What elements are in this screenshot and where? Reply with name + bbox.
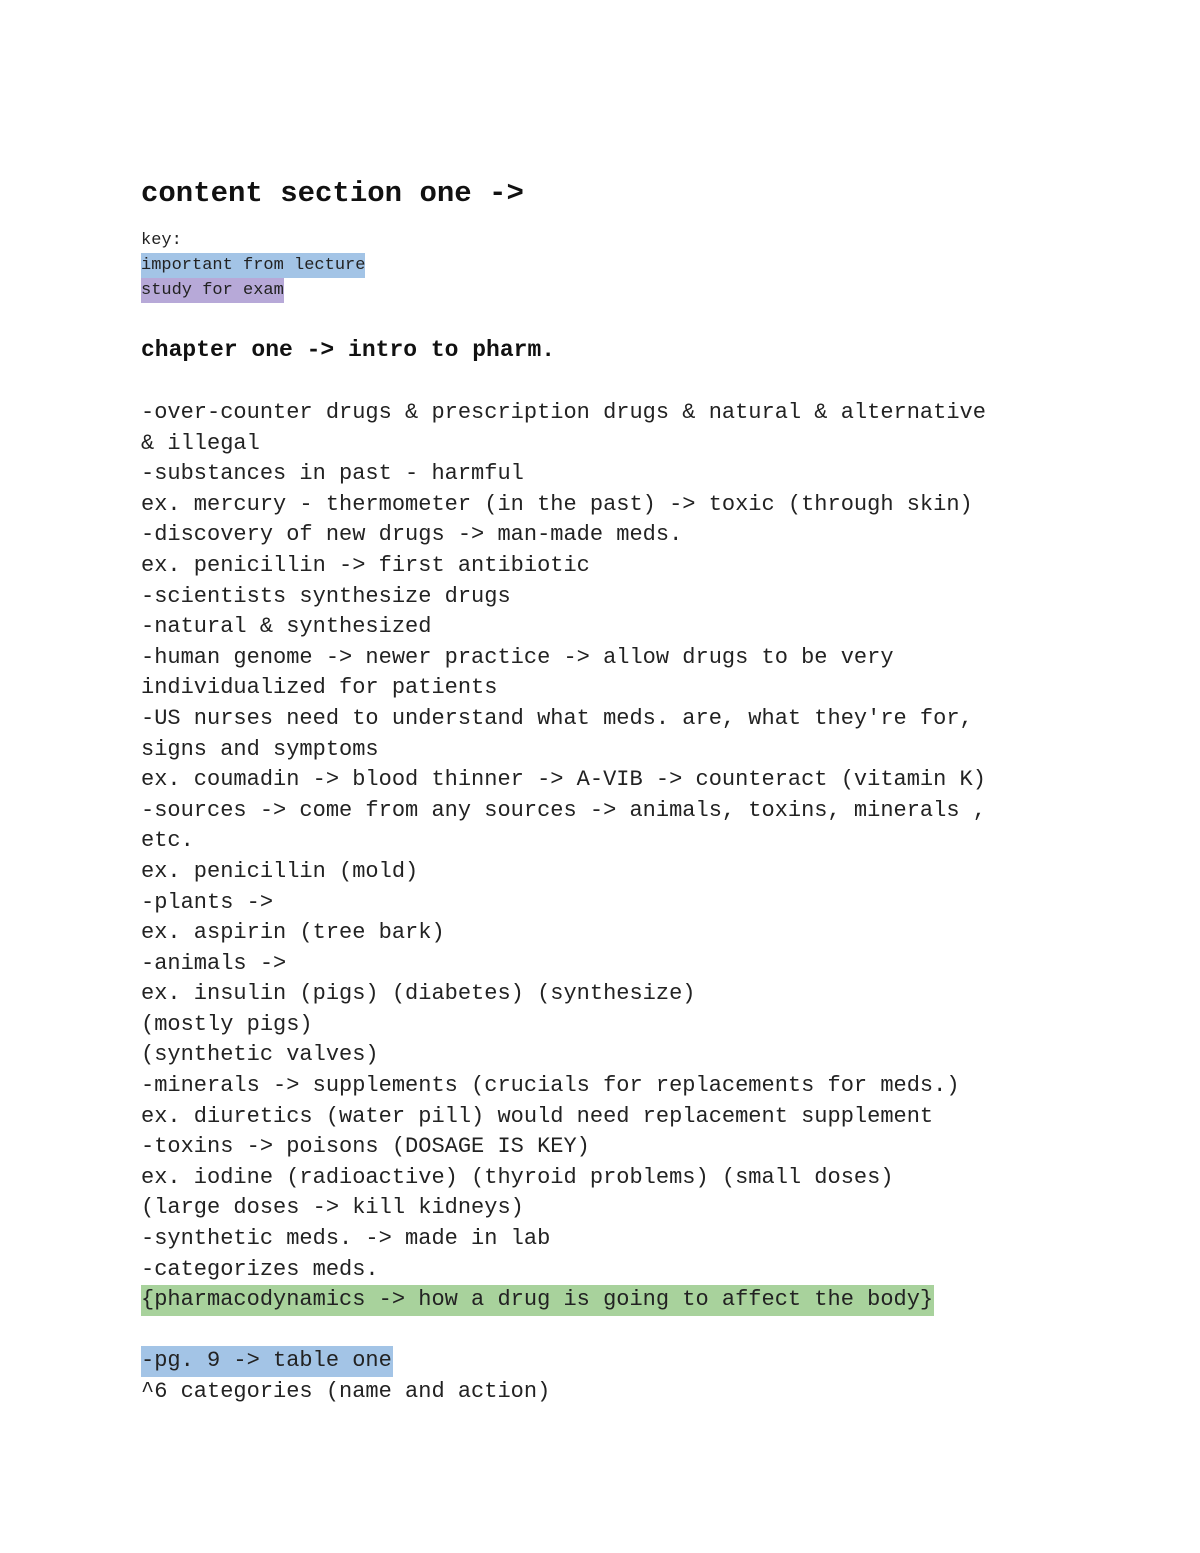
note-line: ex. diuretics (water pill) would need replacement supplement	[141, 1103, 934, 1129]
note-line: ex. aspirin (tree bark)	[141, 920, 445, 946]
note-line: -plants ->	[141, 889, 274, 915]
page-title: content section one ->	[141, 177, 524, 210]
note-line: ^6 categories (name and action)	[141, 1379, 551, 1404]
note-line: ex. iodine (radioactive) (thyroid problems) (small doses)	[141, 1164, 894, 1190]
note-line: signs and symptoms	[141, 736, 379, 762]
note-line: individualized for patients	[141, 675, 498, 701]
highlight-key	[141, 228, 365, 303]
note-line: (synthetic valves)	[141, 1042, 379, 1068]
note-line: -discovery of new drugs -> man-made meds.	[141, 522, 683, 548]
note-line: -over-counter drugs & prescription drugs & natural & alternative	[141, 400, 986, 425]
note-line: -scientists synthesize drugs	[141, 583, 511, 609]
note-line: -categorizes meds.	[141, 1256, 379, 1282]
note-line: ex. coumadin -> blood thinner -> A-VIB -> counteract (vitamin K)	[141, 767, 986, 793]
note-line: & illegal	[141, 430, 260, 456]
note-line: (large doses -> kill kidneys)	[141, 1195, 524, 1221]
note-line-highlighted-blue: -pg. 9 -> table one	[141, 1346, 987, 1377]
note-line: -human genome -> newer practice -> allow drugs to be very	[141, 644, 894, 670]
note-line: -sources -> come from any sources -> animals, toxins, minerals ,	[141, 797, 986, 823]
note-line: ex. insulin (pigs) (diabetes) (synthesize)	[141, 981, 696, 1007]
note-line: -animals ->	[141, 950, 287, 976]
note-line: etc.	[141, 828, 194, 854]
notes-body	[141, 398, 987, 1408]
key-item-important-from-lecture: important from lecture	[141, 253, 365, 278]
note-line: ex. penicillin (mold)	[141, 858, 419, 884]
note-line: ex. penicillin -> first antibiotic	[141, 552, 590, 578]
note-line-blank	[141, 1316, 987, 1347]
key-item-study-for-exam: study for exam	[141, 278, 284, 303]
note-line: -toxins -> poisons (DOSAGE IS KEY)	[141, 1134, 590, 1160]
note-line: -natural & synthesized	[141, 614, 432, 640]
note-line: (mostly pigs)	[141, 1011, 313, 1037]
note-line: ex. mercury - thermometer (in the past) -> toxic (through skin)	[141, 491, 973, 517]
chapter-heading: chapter one -> intro to pharm.	[141, 337, 556, 363]
note-line: -synthetic meds. -> made in lab	[141, 1226, 551, 1252]
note-line: -US nurses need to understand what meds. are, what they're for,	[141, 705, 973, 731]
note-line: -minerals -> supplements (crucials for replacements for meds.)	[141, 1073, 960, 1099]
key-label: key:	[141, 231, 182, 250]
note-line: -substances in past - harmful	[141, 461, 524, 487]
note-line-highlighted-green: {pharmacodynamics -> how a drug is going to affect the body}	[141, 1285, 987, 1316]
